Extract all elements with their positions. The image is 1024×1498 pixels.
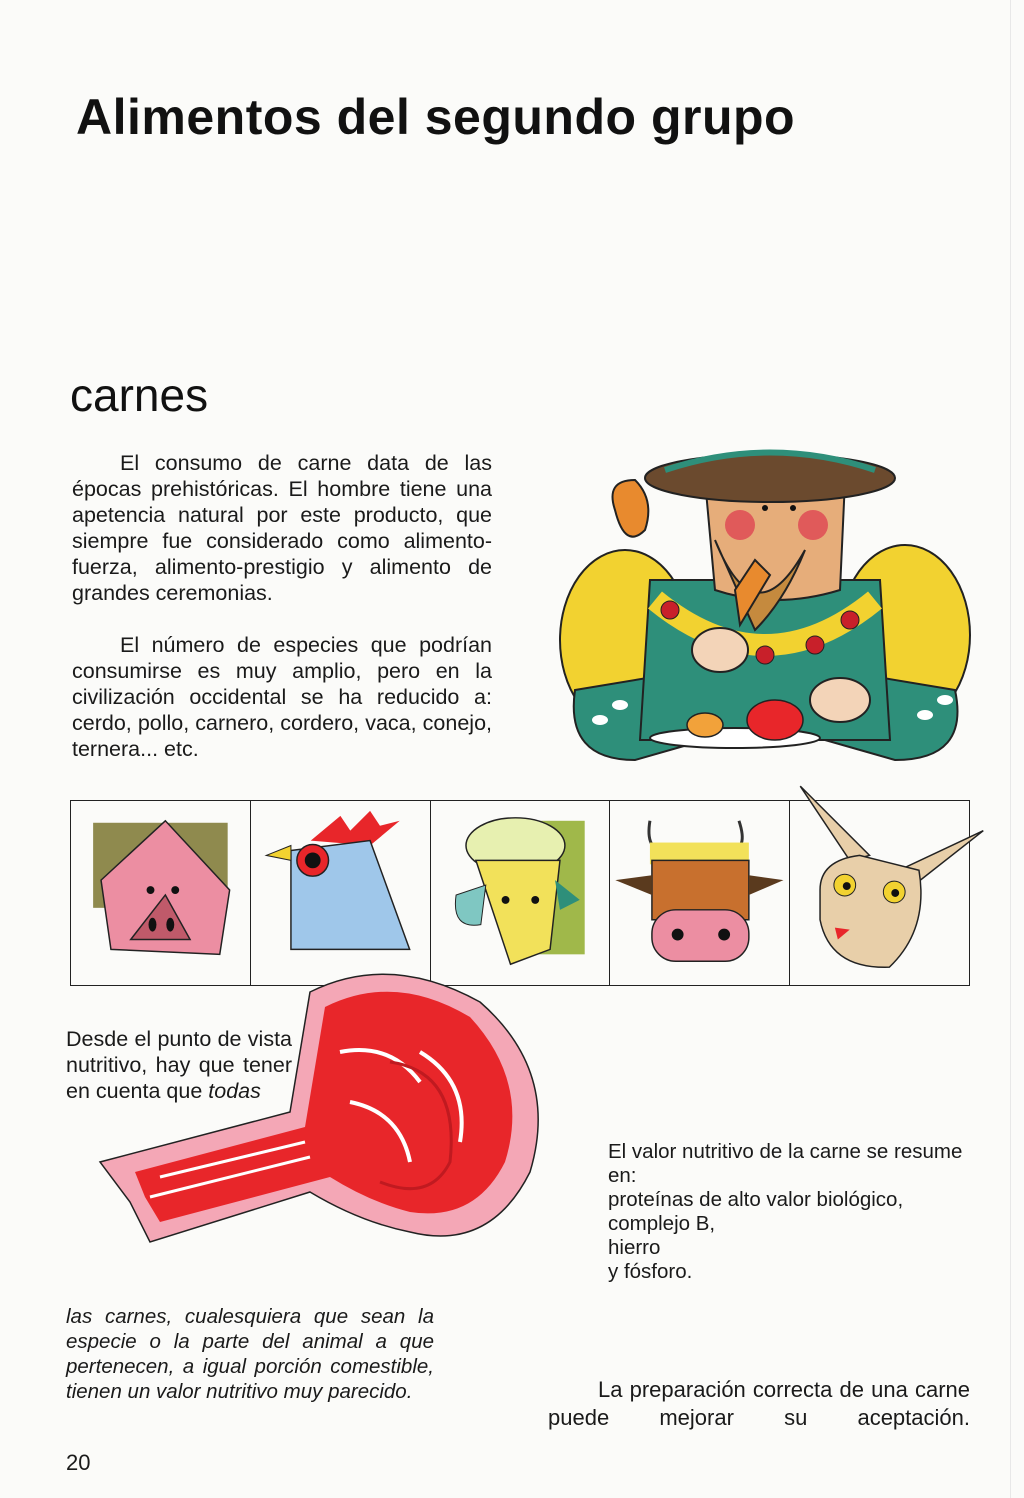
section-title: carnes: [70, 369, 209, 421]
value-item: y fósforo.: [608, 1260, 693, 1283]
rabbit-icon: [790, 801, 969, 985]
animal-cell-pig: [71, 801, 251, 985]
preparation-paragraph: La preparación correcta de una carne puede mejorar su aceptación.: [548, 1377, 970, 1430]
animal-cell-cow: [610, 801, 790, 985]
nutrition-text: Desde el punto de vista nutritivo, hay que tener en cuenta que: [66, 1027, 292, 1103]
value-intro: El valor nutritivo de la carne se resume en:: [608, 1140, 963, 1187]
nutrition-italic: todas: [208, 1079, 261, 1103]
intro-paragraph: El consumo de carne data de las épocas prehistóricas. El hombre tiene una apetencia natural por este producto, que siempre fue considerado como alimento-fuerza, alimento-prestigio y alimento de grandes ceremonias.: [72, 451, 492, 605]
rooster-icon: [251, 801, 430, 985]
value-item: proteínas de alto valor biológico,: [608, 1188, 904, 1211]
sheep-icon: [431, 801, 610, 985]
value-item: hierro: [608, 1236, 661, 1259]
cow-icon: [610, 801, 789, 985]
animals-strip: [70, 800, 970, 986]
man-eating-icon: [555, 440, 975, 780]
nutrition-paragraph-start: [66, 1026, 292, 1104]
pig-icon: [71, 801, 250, 985]
animal-cell-sheep: [431, 801, 611, 985]
meat-cut-icon: [90, 962, 560, 1262]
animal-cell-rooster: [251, 801, 431, 985]
animal-cell-rabbit: [790, 801, 969, 985]
species-paragraph: El número de especies que podrían consumirse es muy amplio, pero en la civilización occidental se ha reducido a: cerdo, pollo, carnero, cordero, vaca, conejo, ternera... etc.: [72, 633, 492, 761]
page-edge-line: [1010, 0, 1011, 1498]
nutrition-paragraph-continuation: las carnes, cualesquiera que sean la especie o la parte del animal a que pertenecen, a igual porción comestible, tienen un valor nutritivo muy parecido.: [66, 1305, 434, 1403]
page-title: Alimentos del segundo grupo: [76, 89, 796, 145]
nutritive-value-block: [608, 1140, 978, 1284]
page-number: 20: [66, 1450, 91, 1475]
value-item: complejo B,: [608, 1212, 716, 1235]
